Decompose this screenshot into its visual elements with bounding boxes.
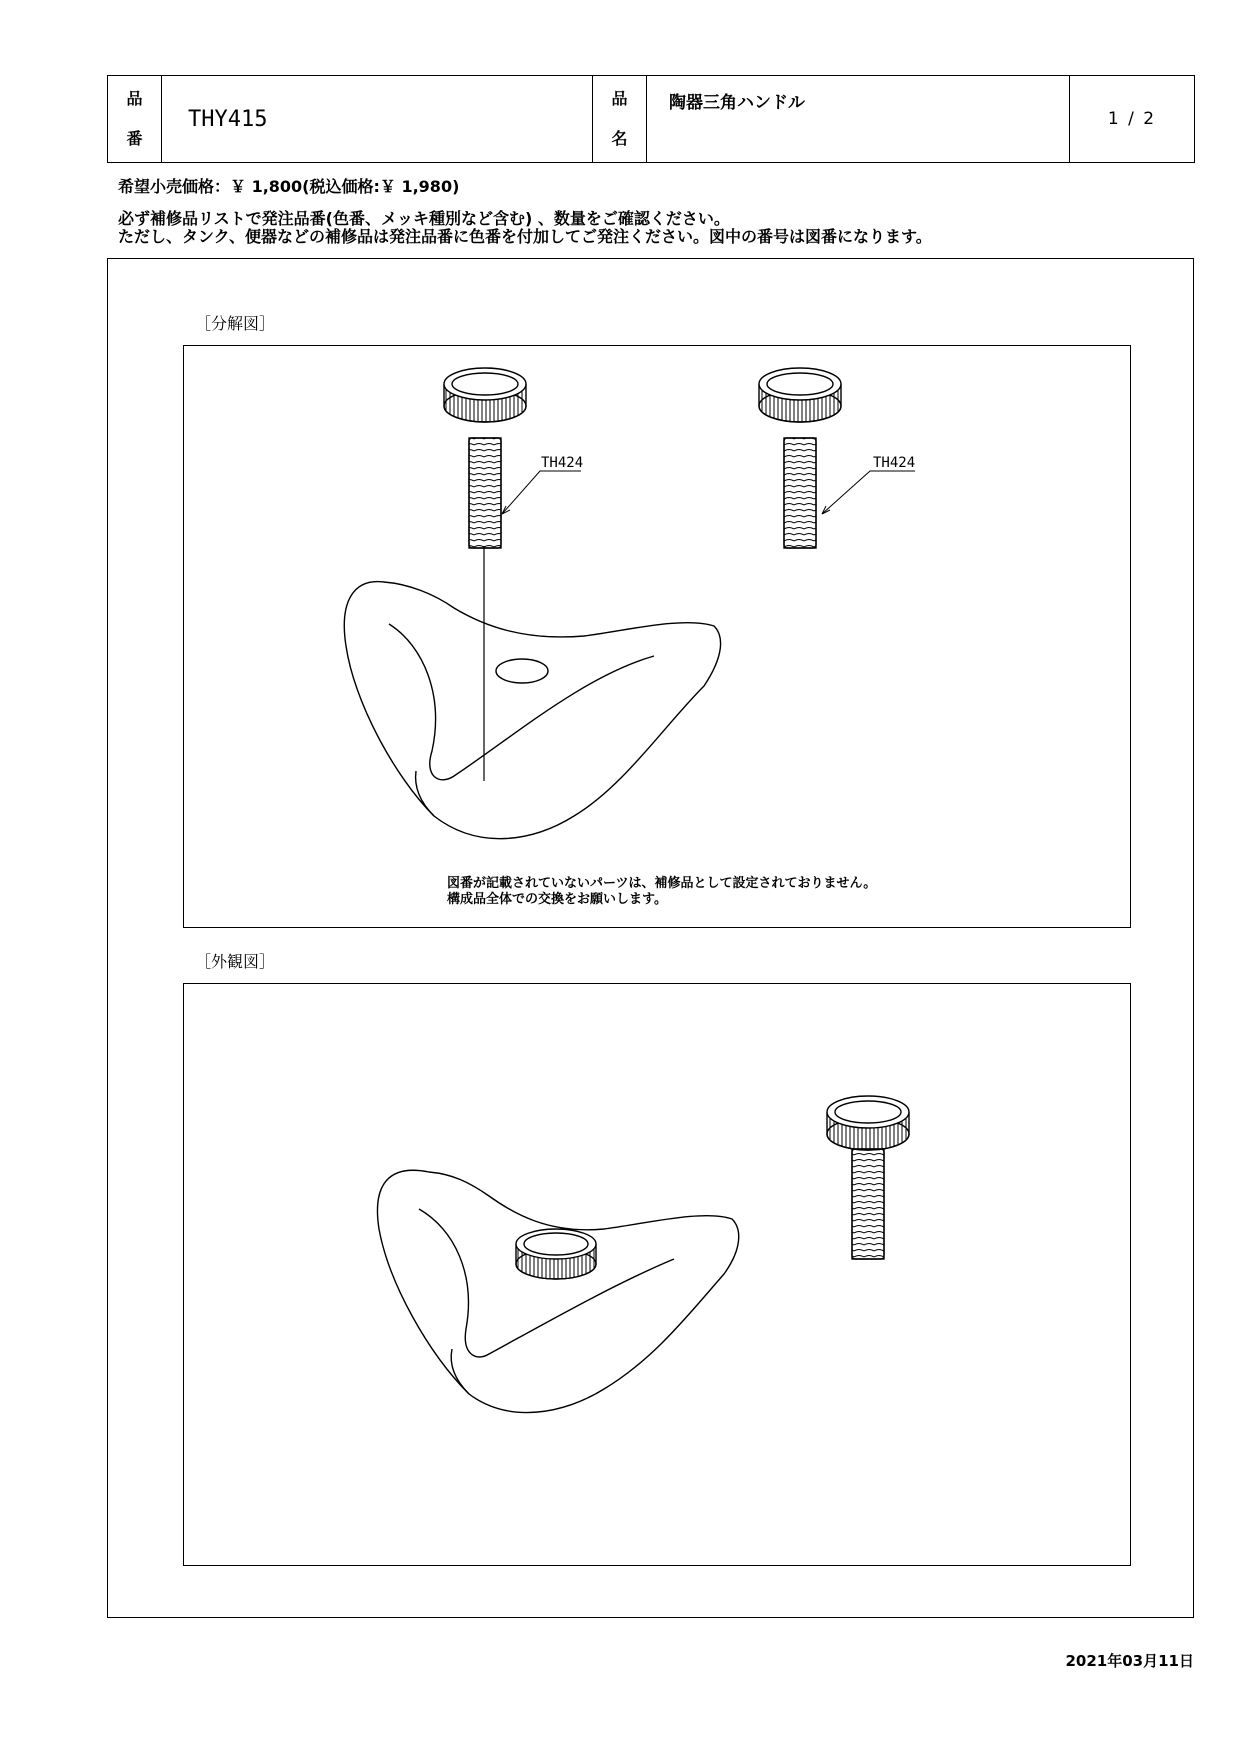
price-line: 希望小売価格：￥ 1,800(税込価格:￥ 1,980) <box>118 177 460 196</box>
order-notice <box>118 210 932 246</box>
exploded-view-panel <box>183 345 1131 928</box>
triangle-handle-icon <box>344 582 720 839</box>
external-view-panel <box>183 983 1131 1566</box>
external-view-drawing <box>184 984 1132 1567</box>
hinmei-label-char-2: 名 <box>611 129 628 148</box>
exploded-view-drawing <box>184 346 1132 929</box>
callout-th424-1: TH424 <box>541 455 584 471</box>
thumb-screw-icon <box>759 368 841 548</box>
title-block <box>107 75 1195 163</box>
page-number: 1 / 2 <box>1070 76 1195 163</box>
hinban-label <box>108 76 162 163</box>
thumb-screw-icon <box>827 1096 909 1259</box>
hinmei-label <box>593 76 647 163</box>
disclaimer-line-1: 図番が記載されていないパーツは、補修品として設定されておりません。 <box>447 876 877 891</box>
thumb-screw-icon <box>516 1229 596 1279</box>
product-name: 陶器三角ハンドル <box>647 76 1070 163</box>
thumb-screw-icon <box>444 368 526 548</box>
hinban-label-char-2: 番 <box>126 129 143 148</box>
hinmei-label-char-1: 品 <box>611 89 628 108</box>
product-code: THY415 <box>162 76 593 163</box>
callout-leader-2 <box>822 471 915 514</box>
external-view-label: ［外観図］ <box>195 952 276 971</box>
callout-th424-2: TH424 <box>873 455 916 471</box>
order-notice-line-1: 必ず補修品リストで発注品番(色番、メッキ種別など含む) 、数量をご確認ください。 <box>118 209 730 228</box>
triangle-handle-icon <box>377 1170 738 1412</box>
callout-leader-1 <box>502 471 581 514</box>
exploded-view-label: ［分解図］ <box>195 314 276 333</box>
hinban-label-char-1: 品 <box>126 89 143 108</box>
document-date: 2021年03月11日 <box>1065 1652 1194 1670</box>
disclaimer-line-2: 構成品全体での交換をお願いします。 <box>447 892 667 907</box>
order-notice-line-2: ただし、タンク、便器などの補修品は発注品番に色番を付加してご発注ください。図中の番号は図番になります。 <box>118 227 932 246</box>
